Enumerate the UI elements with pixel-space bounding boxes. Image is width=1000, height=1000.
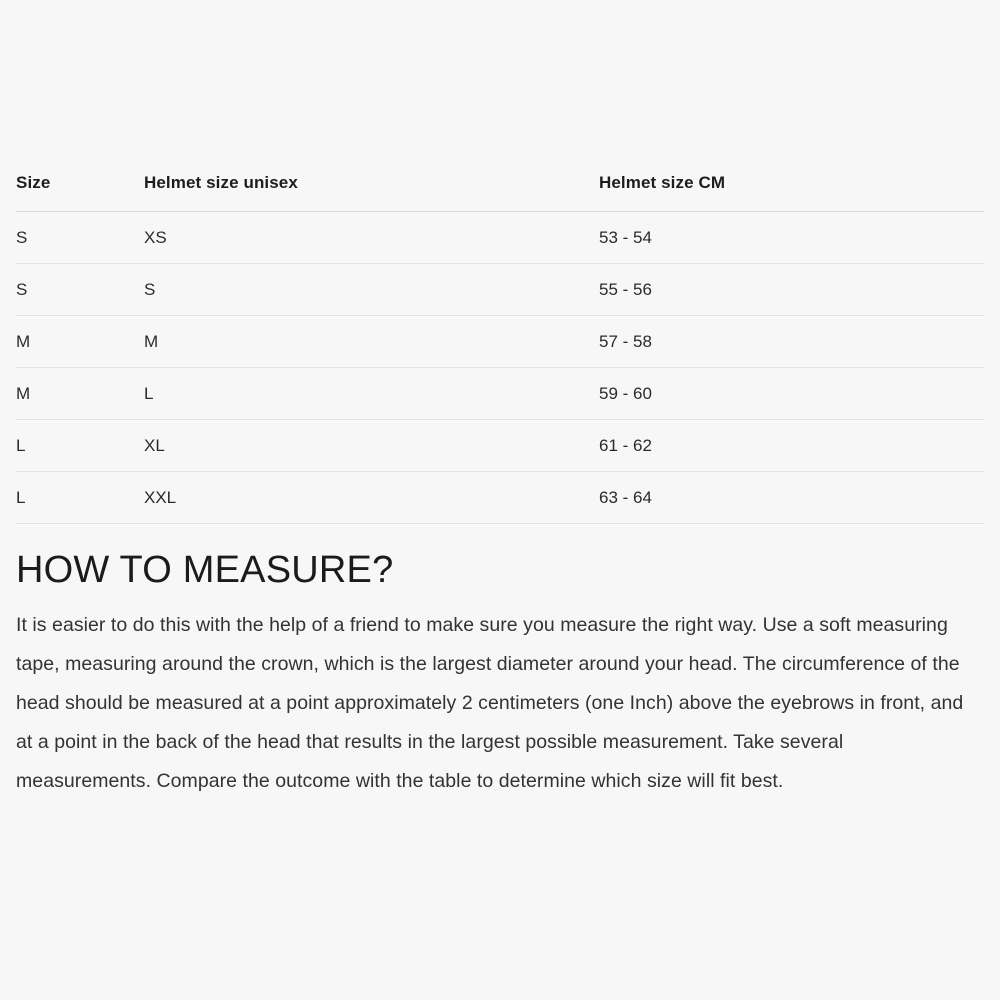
how-to-measure-body: It is easier to do this with the help of a friend to make sure you measure the right way. Use a soft measuring tape, measuring around the crown, which is the largest diameter around your head. The circumference of the head should be measured at a point approximately 2 centimeters (one Inch) above the eyebrows in front, and at a point in the back of the head that results in the largest possible measurement. Take several measurements. Compare the outcome with the table to determine which size will fit best. [16,614,964,792]
cell-helmet-size-cm: 57 - 58 [599,316,984,368]
cell-helmet-size-cm: 63 - 64 [599,472,984,524]
table-row [16,212,984,264]
table-row [16,420,984,472]
table-row [16,368,984,420]
cell-size: L [16,420,144,472]
cell-helmet-size-cm: 61 - 62 [599,420,984,472]
cell-helmet-size-cm: 55 - 56 [599,264,984,316]
table-header-row [16,155,984,212]
cell-size: M [16,368,144,420]
column-header-size: Size [16,155,144,212]
table-row [16,316,984,368]
content-container [16,155,984,801]
cell-helmet-size-cm: 53 - 54 [599,212,984,264]
cell-size: L [16,472,144,524]
table-body [16,212,984,524]
cell-helmet-size-unisex: L [144,368,599,420]
cell-helmet-size-unisex: XXL [144,472,599,524]
table-row [16,264,984,316]
cell-size: S [16,264,144,316]
table-header [16,155,984,212]
cell-helmet-size-unisex: S [144,264,599,316]
cell-size: M [16,316,144,368]
table-row [16,472,984,524]
column-header-helmet-size-unisex: Helmet size unisex [144,155,599,212]
cell-size: S [16,212,144,264]
cell-helmet-size-unisex: M [144,316,599,368]
cell-helmet-size-unisex: XS [144,212,599,264]
column-header-helmet-size-cm: Helmet size CM [599,155,984,212]
how-to-measure-title: HOW TO MEASURE? [16,549,394,591]
cell-helmet-size-cm: 59 - 60 [599,368,984,420]
cell-helmet-size-unisex: XL [144,420,599,472]
helmet-size-table [16,155,984,524]
